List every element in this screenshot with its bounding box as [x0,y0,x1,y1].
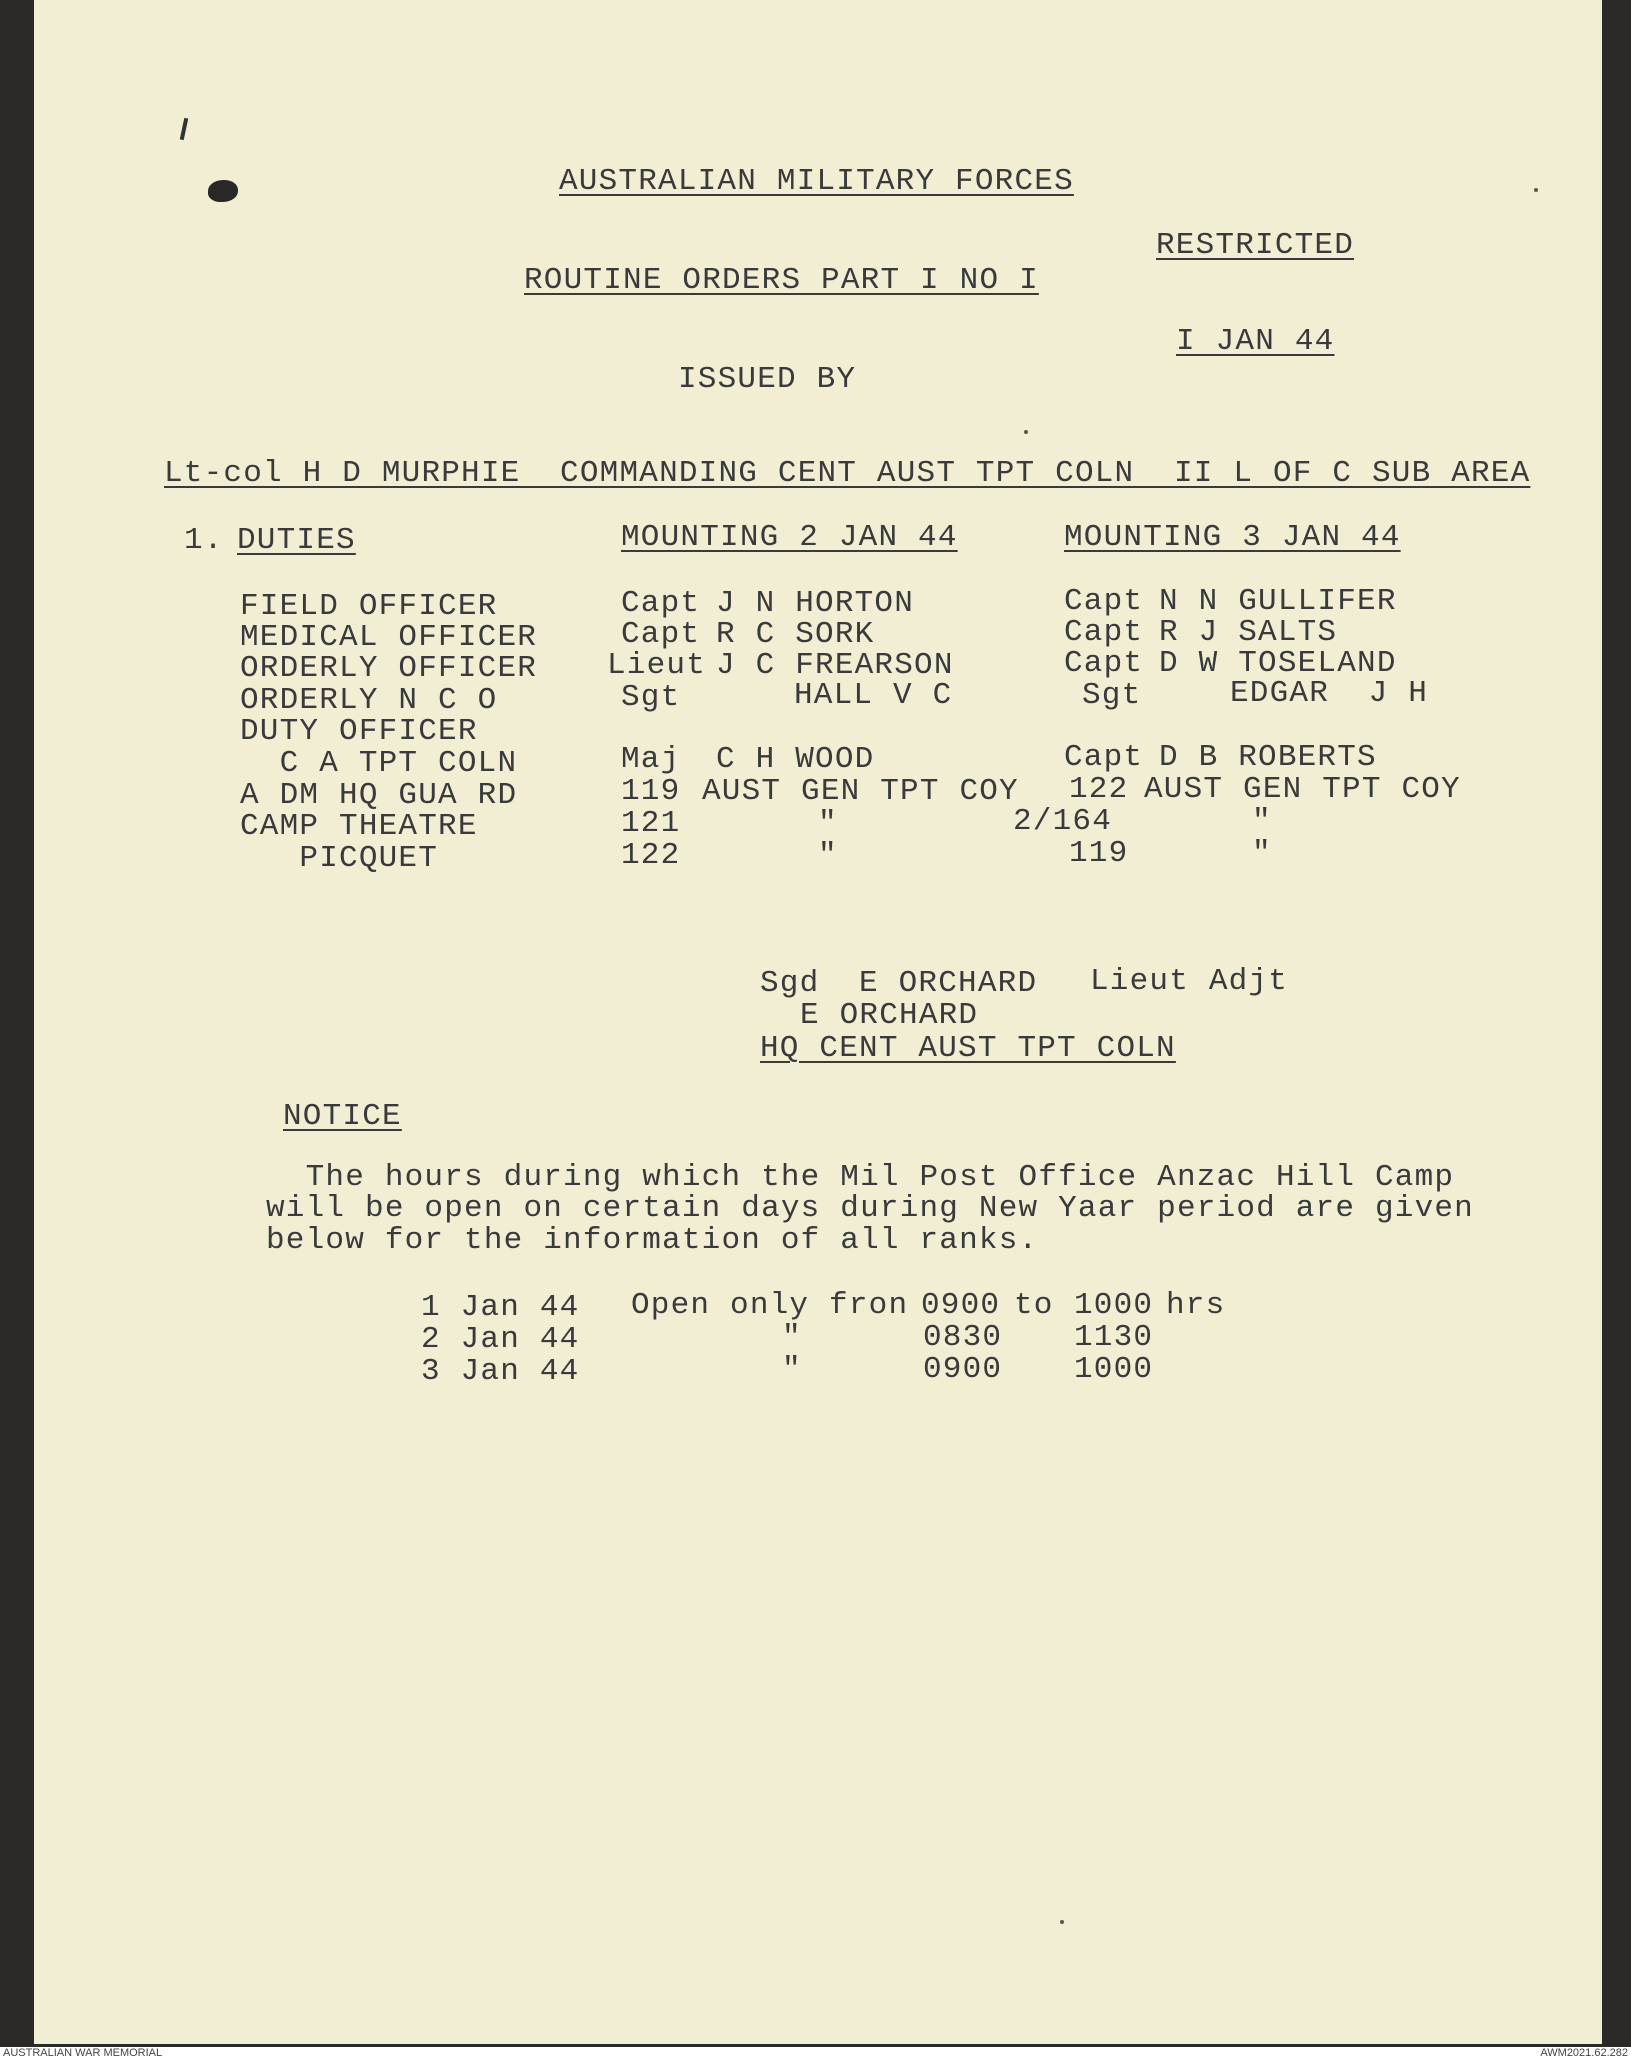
rank-col1: Maj [621,742,681,777]
notice-heading: NOTICE [283,1099,402,1134]
name-col2: " [1252,836,1272,871]
name-col2: AUST GEN TPT COY [1144,772,1461,807]
schedule-unit: hrs [1166,1288,1226,1323]
duty-label: FIELD OFFICER [240,589,498,624]
document-date: I JAN 44 [1176,324,1335,359]
name-col1: C H WOOD [716,742,875,777]
duty-label: CAMP THEATRE [240,809,478,844]
rank-col1: 119 [621,774,681,809]
org-heading: AUSTRALIAN MILITARY FORCES [559,164,1074,199]
duty-label: DUTY OFFICER [240,714,478,749]
schedule-date: 3 Jan 44 [421,1354,580,1389]
schedule-note: " [782,1320,802,1355]
document-page [34,0,1602,2044]
paper-speck [1024,430,1028,434]
schedule-open: 0900 [923,1352,1003,1387]
name-col1: AUST GEN TPT COY [702,774,1019,809]
rank-col1: Capt [621,617,701,652]
schedule-note: " [782,1352,802,1387]
name-col2: EDGAR J H [1230,676,1429,711]
schedule-note: Open only fron [631,1288,909,1323]
footer-source: AUSTRALIAN WAR MEMORIAL [3,2047,163,2059]
punch-hole [208,180,238,202]
name-col1: J C FREARSON [716,648,954,683]
signature-unit: HQ CENT AUST TPT COLN [760,1031,1176,1066]
schedule-close: 1000 [1074,1288,1154,1323]
name-col1: R C SORK [716,617,875,652]
duty-label: ORDERLY N C O [240,683,498,718]
document-title: ROUTINE ORDERS PART I NO I [524,263,1039,298]
rank-col1: 121 [621,806,681,841]
commander-line: Lt-col H D MURPHIE COMMANDING CENT AUST TPT COLN II L OF C SUB AREA [164,456,1531,491]
name-col1: " [818,838,838,873]
rank-col2: 122 [1069,772,1129,807]
pencil-mark [180,118,188,140]
signature-rank: Lieut Adjt [1090,964,1289,999]
duty-label: A DM HQ GUA RD [240,778,518,813]
footer-accession: AWM2021.62.282 [1540,2047,1628,2059]
issued-by: ISSUED BY [678,362,857,397]
archive-footer [0,2047,1631,2061]
rank-col2: 2/164 [1013,804,1113,839]
schedule-date: 1 Jan 44 [421,1290,580,1325]
rank-col1: 122 [621,838,681,873]
signature-name: E ORCHARD [800,998,979,1033]
duties-heading: DUTIES [237,523,356,558]
rank-col2: Sgt [1082,678,1142,713]
mounting-col1-heading: MOUNTING 2 JAN 44 [621,520,958,555]
name-col2: D W TOSELAND [1159,646,1397,681]
duty-label: C A TPT COLN [240,746,518,781]
notice-line: below for the information of all ranks. [266,1223,1039,1258]
schedule-open: 0830 [923,1320,1003,1355]
classification: RESTRICTED [1156,228,1355,263]
name-col2: N N GULLIFER [1159,584,1397,619]
mounting-col2-heading: MOUNTING 3 JAN 44 [1064,520,1401,555]
name-col2: D B ROBERTS [1159,740,1377,775]
name-col2: R J SALTS [1159,615,1338,650]
duty-label: MEDICAL OFFICER [240,620,538,655]
rank-col1: Lieut [607,648,707,683]
rank-col2: Capt [1064,584,1144,619]
rank-col2: 119 [1069,836,1129,871]
rank-col1: Sgt [621,680,681,715]
name-col1: J N HORTON [716,586,915,621]
duties-number: 1. [184,523,224,558]
rank-col1: Capt [621,586,701,621]
schedule-close: 1000 [1074,1352,1154,1387]
name-col2: " [1252,804,1272,839]
rank-col2: Capt [1064,615,1144,650]
schedule-close: 1130 [1074,1320,1154,1355]
rank-col2: Capt [1064,646,1144,681]
duty-label: ORDERLY OFFICER [240,651,538,686]
paper-speck [1060,1920,1064,1924]
schedule-to: to [1014,1288,1054,1323]
schedule-date: 2 Jan 44 [421,1322,580,1357]
rank-col2: Capt [1064,740,1144,775]
paper-speck [1534,188,1538,192]
schedule-open: 0900 [921,1288,1001,1323]
notice-line: The hours during which the Mil Post Office Anzac Hill Camp [266,1160,1455,1195]
name-col1: HALL V C [794,678,953,713]
signature-line: Sgd E ORCHARD [760,966,1038,1001]
name-col1: " [818,806,838,841]
notice-line: will be open on certain days during New Yaar period are given [266,1191,1474,1226]
duty-label: PICQUET [240,841,439,876]
